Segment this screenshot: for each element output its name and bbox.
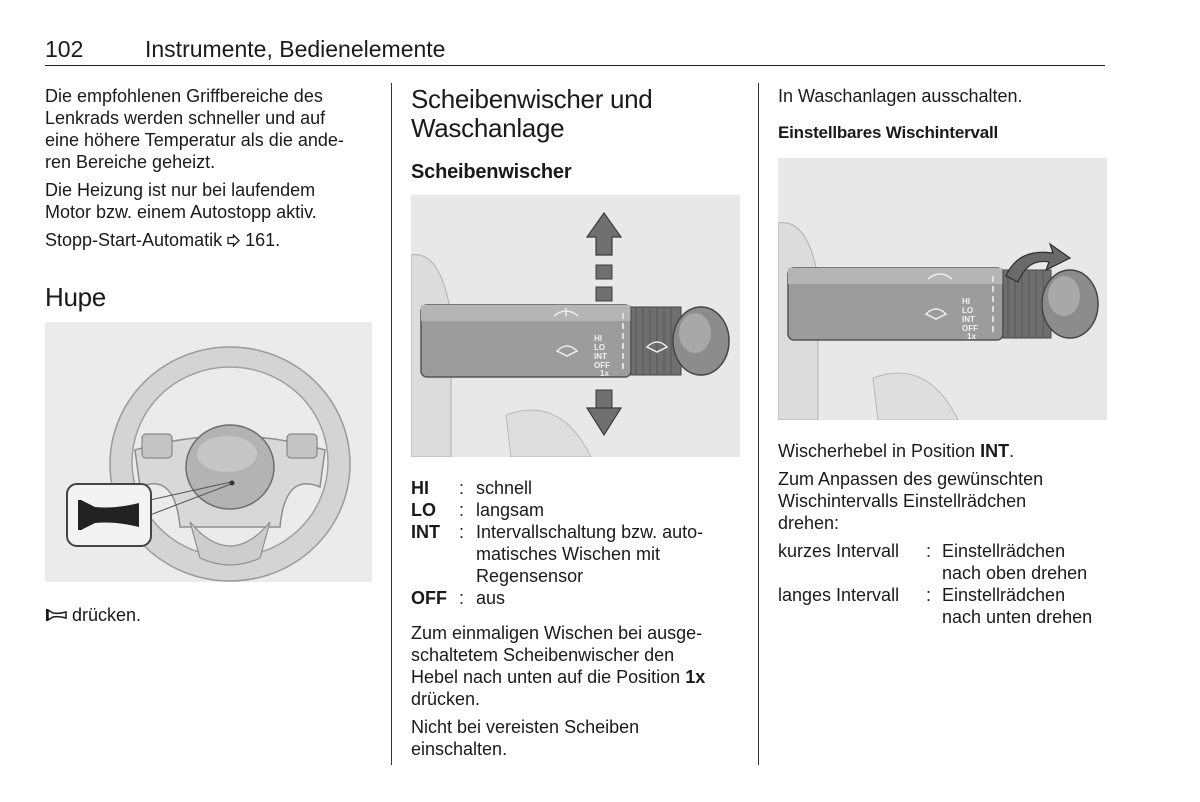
xref-label: Stopp-Start-Automatik — [45, 230, 223, 250]
paragraph-heated-grip — [45, 85, 380, 173]
heading-line: Scheibenwischer und — [411, 84, 653, 114]
lever-label-hi: HI — [594, 334, 602, 343]
position-separator: : — [459, 500, 465, 520]
interval-label: kurzes Intervall — [778, 541, 900, 561]
text-line: einschalten. — [411, 739, 508, 759]
text-line: Zum Anpassen des gewünschten — [778, 469, 1044, 489]
chapter-title: Instrumente, Bedienelemente — [145, 36, 446, 62]
column-3 — [778, 85, 1108, 144]
page-number: 102 — [45, 36, 84, 62]
lever-label-off: OFF — [594, 361, 610, 370]
position-row-off — [411, 587, 746, 609]
lever-label-1x: 1x — [967, 332, 976, 341]
interval-adjust-figure — [778, 158, 1107, 420]
adjust-instruction — [778, 468, 1108, 534]
text-line: Nicht bei vereisten Scheiben — [411, 717, 640, 737]
interval-label: langes Intervall — [778, 585, 900, 605]
wiper-positions-list — [411, 477, 746, 760]
text-line: Hebel nach unten auf die Position — [411, 667, 681, 687]
steering-wheel-illustration — [45, 322, 372, 582]
lever-label-int: INT — [594, 352, 607, 361]
position-desc: schnell — [476, 478, 533, 498]
interval-lever-illustration — [778, 158, 1107, 420]
text-punct: . — [1009, 441, 1015, 461]
lever-label-lo: LO — [962, 306, 974, 315]
position-int: INT — [980, 441, 1010, 461]
column-3-text — [778, 440, 1108, 628]
paragraph-heating-condition — [45, 179, 380, 223]
position-note — [778, 440, 1108, 462]
position-desc: langsam — [476, 500, 545, 520]
interval-row-short — [778, 540, 1108, 584]
lever-label-lo: LO — [594, 343, 606, 352]
paragraph-icy-warning — [411, 716, 746, 760]
lever-label-1x: 1x — [600, 369, 609, 378]
heading-hupe: Hupe — [45, 282, 106, 312]
horn-figure — [45, 322, 372, 582]
horn-instruction — [45, 604, 141, 626]
text-line: Wischerhebel in Position — [778, 441, 976, 461]
text-line: Zum einmaligen Wischen bei ausge- — [411, 623, 703, 643]
lever-label-off: OFF — [962, 324, 978, 333]
position-key: INT — [411, 522, 440, 542]
text-line: Einstellrädchen — [942, 585, 1066, 605]
interval-row-long — [778, 584, 1108, 628]
position-row-int — [411, 521, 746, 587]
horn-small-icon — [45, 607, 67, 623]
column-divider-2 — [758, 83, 759, 765]
text-line: eine höhere Temperatur als die ande- — [45, 130, 344, 150]
position-key: OFF — [411, 588, 447, 608]
text-line: Regensensor — [476, 566, 584, 586]
text-line: Lenkrads werden schneller und auf — [45, 108, 326, 128]
heading-line: Waschanlage — [411, 113, 565, 143]
position-row-lo — [411, 499, 746, 521]
position-separator: : — [459, 588, 465, 608]
text-line: Einstellrädchen — [942, 541, 1066, 561]
text-line: nach oben drehen — [942, 563, 1088, 583]
text-line: Motor bzw. einem Autostopp aktiv. — [45, 202, 317, 222]
lever-label-hi: HI — [962, 297, 970, 306]
column-1 — [45, 85, 380, 312]
text-line: ren Bereiche geheizt. — [45, 152, 216, 172]
position-key: HI — [411, 478, 429, 498]
subheading-wischintervall: Einstellbares Wischintervall — [778, 123, 999, 142]
text-line: Intervallschaltung bzw. auto- — [476, 522, 704, 542]
position-desc: aus — [476, 588, 506, 608]
column-2 — [411, 85, 746, 184]
position-1x: 1x — [685, 667, 706, 687]
interval-desc — [942, 540, 1087, 584]
text-line: matisches Wischen mit — [476, 544, 661, 564]
heading-scheibenwischer-waschanlage — [411, 85, 746, 143]
text-line: nach unten drehen — [942, 607, 1093, 627]
horn-action-text: drücken. — [72, 605, 142, 625]
column-divider-1 — [391, 83, 392, 765]
position-key: LO — [411, 500, 436, 520]
position-separator: : — [459, 522, 465, 542]
interval-desc — [942, 584, 1092, 628]
wiper-lever-figure — [411, 195, 740, 457]
position-separator: : — [459, 478, 465, 498]
xref-stop-start[interactable] — [45, 229, 380, 251]
arrow-reference-icon — [227, 234, 240, 247]
wiper-lever-illustration — [411, 195, 740, 457]
text-line: drehen: — [778, 513, 840, 533]
position-row-hi — [411, 477, 746, 499]
text-line: schaltetem Scheibenwischer den — [411, 645, 675, 665]
position-desc — [476, 521, 703, 587]
text-line: drücken. — [411, 689, 481, 709]
header-rule — [45, 65, 1105, 66]
lever-label-int: INT — [962, 315, 975, 324]
text-line: Die empfohlenen Griffbereiche des — [45, 86, 323, 106]
interval-separator: : — [926, 541, 932, 561]
text-line: Die Heizung ist nur bei laufendem — [45, 180, 316, 200]
carwash-note: In Waschanlagen ausschalten. — [778, 86, 1023, 106]
text-line: Wischintervalls Einstellrädchen — [778, 491, 1027, 511]
xref-page: 161. — [245, 230, 281, 250]
interval-separator: : — [926, 585, 932, 605]
paragraph-single-wipe — [411, 622, 746, 710]
subheading-scheibenwischer: Scheibenwischer — [411, 161, 572, 183]
